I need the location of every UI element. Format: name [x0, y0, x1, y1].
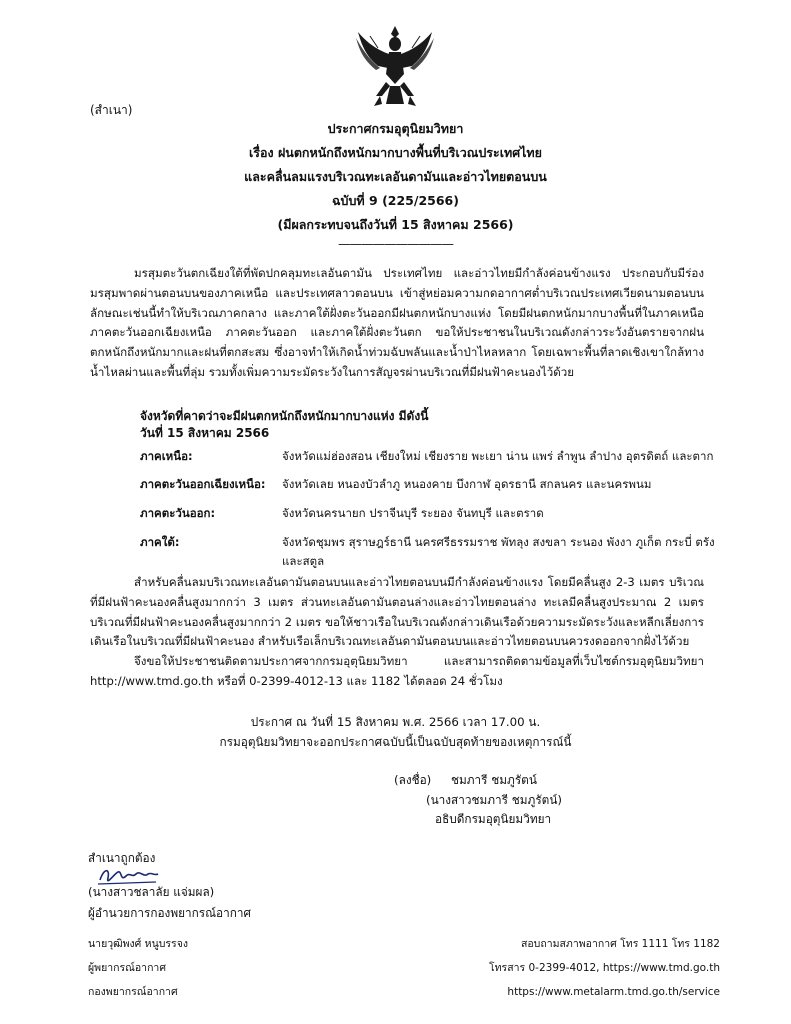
certified-position: ผู้อำนวยการกองพยากรณ์อากาศ — [88, 906, 252, 920]
wave-paragraph: สำหรับคลื่นลมบริเวณทะเลอันดามันตอนบนและอ่าวไทยตอนบนมีกำลังค่อนข้างแรง โดยมีคลื่นสูง 2-3 เมตร บริเวณที่มีฝนฟ้าคะนองคลื่นสูงมากกว่า 3 เมตร ส่วนทะเลอันดามันตอนล่างและอ่าวไทยตอนล่าง ทะเลมีคลื่นสูงประมาณ 2 เมตร บริเวณที่มีฝนฟ้าคะนองคลื่นสูงมากกว่า 2 เมตร ขอให้ชาวเรือในบริเวณดังกล่าวเดินเรือด้วยความระมัดระวังและหลีกเลี่ยงการเดินเรือในบริเวณที่มีฝนฟ้าคะนอง สำหรับเรือเล็กบริเวณทะเลอันดามันตอนบนและอ่าวไทยตอนบนควรงดออกจากฝั่งไว้ด้วย — [90, 575, 704, 649]
garuda-emblem-icon — [350, 22, 440, 112]
issuing-org: ประกาศกรมอุตุนิยมวิทยา — [327, 121, 464, 136]
footer-right — [440, 932, 720, 1004]
region-label: ภาคตะวันออกเฉียงเหนือ: — [140, 477, 266, 491]
signed-label: (ลงชื่อ) — [394, 773, 432, 787]
region-provinces: จังหวัดแม่ฮ่องสอน เชียงใหม่ เชียงราย พะเยา น่าน แพร่ ลำพูน ลำปาง อุตรดิตถ์ และตาก — [282, 449, 714, 463]
footer-left — [88, 932, 188, 1004]
subject-line-2: และคลื่นลมแรงบริเวณทะเลอันดามันและอ่าวไทยตอนบน — [244, 169, 547, 184]
region-label: ภาคตะวันออก: — [140, 506, 216, 520]
announcement-header — [0, 117, 791, 251]
forecaster-role: ผู้พยากรณ์อากาศ — [88, 962, 166, 974]
signed-name: ชมภารี ชมภูรัตน์ — [451, 773, 537, 787]
subject-line-1: เรื่อง ฝนตกหนักถึงหนักมากบางพื้นที่บริเวณประเทศไทย — [249, 145, 542, 160]
announce-final-note: กรมอุตุนิยมวิทยาจะออกประกาศฉบับนี้เป็นฉบับสุดท้ายของเหตุการณ์นี้ — [219, 735, 572, 749]
certified-name: (นางสาวชลาลัย แจ่มผล) — [88, 885, 215, 899]
contact-phone: สอบถามสภาพอากาศ โทร 1111 โทร 1182 — [520, 938, 720, 950]
signer-position: อธิบดีกรมอุตุนิยมวิทยา — [435, 812, 552, 826]
follow-paragraph: จึงขอให้ประชาชนติดตามประกาศจากกรมอุตุนิยมวิทยา และสามารถติดตามข้อมูลที่เว็บไซต์กรมอุตุนิยมวิทยา http://www.tmd.go.th หรือที่ 0-2399-4012-13 และ 1182 ได้ตลอด 24 ชั่วโมง — [90, 654, 704, 688]
signer-full-name: (นางสาวชมภารี ชมภูรัตน์) — [426, 793, 562, 807]
body-paragraph: มรสุมตะวันตกเฉียงใต้ที่พัดปกคลุมทะเลอันดามัน ประเทศไทย และอ่าวไทยมีกำลังค่อนข้างแรง ประกอบกับมีร่องมรสุมพาดผ่านตอนบนของภาคเหนือ และประเทศลาวตอนบน เข้าสู่หย่อมความกดอากาศต่ำบริเวณประเทศเวียดนามตอนบน ลักษณะเช่นนี้ทำให้บริเวณภาคกลาง และภาคใต้ฝั่งตะวันออกมีฝนตกหนักบางแห่ง โดยมีฝนตกหนักมากบางพื้นที่ในภาคเหนือ ภาคตะวันออกเฉียงเหนือ ภาคตะวันออก และภาคใต้ฝั่งตะวันตก ขอให้ประชาชนในบริเวณดังกล่าวระวังอันตรายจากฝนตกหนักถึงหนักมากและฝนที่ตกสะสม ซึ่งอาจทำให้เกิดน้ำท่วมฉับพลันและน้ำป่าไหลหลาก โดยเฉพาะพื้นที่ลาดเชิงเขาใกล้ทางน้ำไหลผ่านและพื้นที่ลุ่ม รวมทั้งเพิ่มความระมัดระวังในการสัญจรผ่านบริเวณที่มีฝนฟ้าคะนองไว้ด้วย — [90, 266, 704, 379]
forecast-heading: จังหวัดที่คาดว่าจะมีฝนตกหนักถึงหนักมากบางแห่ง มีดังนี้ — [140, 409, 429, 423]
forecaster-name: นายวุฒิพงศ์ หนูบรรจง — [88, 938, 188, 950]
forecaster-division: กองพยากรณ์อากาศ — [88, 986, 178, 998]
region-provinces: จังหวัดเลย หนองบัวลำภู หนองคาย บึงกาฬ อุดรธานี สกลนคร และนครพนม — [282, 477, 652, 491]
metalarm-link[interactable]: https://www.metalarm.tmd.go.th/service — [507, 986, 720, 998]
region-label: ภาคใต้: — [140, 535, 180, 549]
region-provinces: จังหวัดชุมพร สุราษฎร์ธานี นครศรีธรรมราช พัทลุง สงขลา ระนอง พังงา ภูเก็ต กระบี่ ตรัง และสตูล — [282, 535, 715, 568]
effective-date: (มีผลกระทบจนถึงวันที่ 15 สิงหาคม 2566) — [277, 217, 514, 232]
header-divider: —————————— — [338, 236, 453, 251]
region-provinces: จังหวัดนครนายก ปราจีนบุรี ระยอง จันทบุรี และตราด — [282, 506, 544, 520]
issue-number: ฉบับที่ 9 (225/2566) — [332, 193, 459, 208]
region-label: ภาคเหนือ: — [140, 449, 193, 463]
announce-date: ประกาศ ณ วันที่ 15 สิงหาคม พ.ศ. 2566 เวลา 17.00 น. — [250, 715, 541, 729]
certified-label: สำเนาถูกต้อง — [88, 851, 156, 865]
copy-mark: (สำเนา) — [90, 103, 133, 117]
forecast-date: วันที่ 15 สิงหาคม 2566 — [140, 426, 270, 440]
contact-fax-website[interactable]: โทรสาร 0-2399-4012, https://www.tmd.go.th — [489, 962, 720, 974]
